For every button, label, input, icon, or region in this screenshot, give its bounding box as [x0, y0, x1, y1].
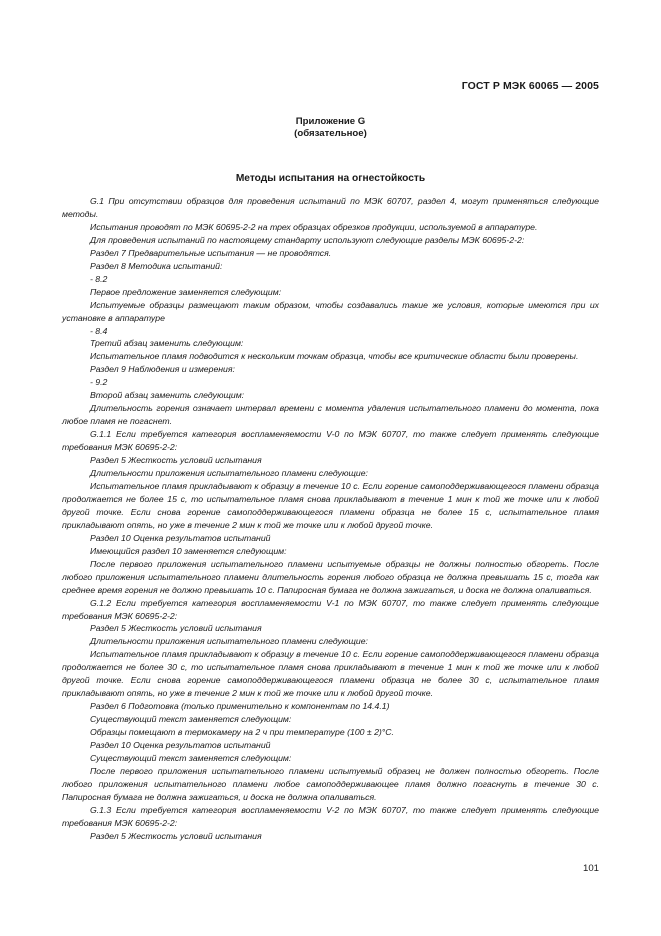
paragraph: После первого приложения испытательного пламени испытуемый образец не должен полностью обгореть. После любого приложения испытательного пламени любое самоподдерживающее пламя должно погаснуть в течение 30 с. Папиросная бумага не должна зажигаться, и доска не должна опаливаться.	[62, 765, 599, 802]
paragraph: Испытательное пламя подводится к нескольким точкам образца, чтобы все критические области были проверены.	[90, 351, 579, 362]
page-number: 101	[582, 863, 599, 874]
paragraph: Испытуемые образцы размещают таким образом, чтобы создавались такие же условия, которые имеются при их установке в аппаратуре	[62, 299, 599, 323]
paragraph: Имеющийся раздел 10 заменяется следующим:	[90, 545, 287, 556]
paragraph: G.1.2 Если требуется категория воспламеняемости V-1 по МЭК 60707, то также следует применять следующие требования МЭК 60695-2-2:	[62, 597, 599, 621]
annex-status: (обязательное)	[294, 128, 367, 139]
section-title: Методы испытания на огнестойкость	[235, 173, 426, 184]
paragraph: Существующий текст заменяется следующим:	[90, 752, 292, 763]
paragraph: Длительности приложения испытательного пламени следующие:	[90, 636, 368, 647]
paragraph: Раздел 9 Наблюдения и измерения:	[90, 364, 235, 375]
paragraph: Раздел 10 Оценка результатов испытаний	[90, 532, 271, 543]
paragraph: Для проведения испытаний по настоящему стандарту используют следующие разделы МЭК 60695-2-2:	[90, 234, 525, 245]
standard-code: ГОСТ Р МЭК 60065 — 2005	[461, 80, 599, 92]
document-body	[62, 195, 599, 843]
annex-title: Приложение G	[295, 116, 366, 127]
paragraph: Второй абзац заменить следующим:	[90, 390, 245, 401]
paragraph: Третий абзац заменить следующим:	[90, 338, 244, 349]
paragraph: - 9.2	[90, 377, 108, 388]
paragraph: Раздел 5 Жесткость условий испытания	[90, 623, 262, 634]
paragraph: Испытания проводят по МЭК 60695-2-2 на трех образцах обрезков продукции, используемой в аппаратуре.	[90, 221, 538, 232]
paragraph: Длительности приложения испытательного пламени следующие:	[90, 468, 368, 479]
paragraph: Раздел 5 Жесткость условий испытания	[90, 830, 262, 841]
paragraph: Образцы помещают в термокамеру на 2 ч при температуре (100 ± 2)°С.	[90, 727, 394, 738]
paragraph: G.1 При отсутствии образцов для проведения испытаний по МЭК 60707, раздел 4, могут применяться следующие методы.	[62, 196, 599, 219]
paragraph: - 8.2	[90, 273, 108, 284]
paragraph: Раздел 7 Предварительные испытания — не проводятся.	[90, 247, 332, 258]
paragraph: Раздел 5 Жесткость условий испытания	[90, 455, 262, 466]
paragraph: Испытательное пламя прикладывают к образцу в течение 10 с. Если горение самоподдерживающегося пламени образца продолжается не более 30 с, то испытательное пламя снова прикладывают в течение 1 мин к той же точке или к любой другой точке. Если снова горение самоподдерживающегося пламени образца не более 30 с, испытательное пламя прикладывают опять, но уже в течение 2 мин к той же точке или к любой другой точке.	[62, 649, 599, 699]
paragraph: Раздел 8 Методика испытаний:	[90, 260, 223, 271]
paragraph: Раздел 10 Оценка результатов испытаний	[90, 740, 271, 751]
paragraph: Первое предложение заменяется следующим:	[90, 286, 282, 297]
annex-heading	[0, 116, 661, 140]
paragraph: - 8.4	[90, 325, 108, 336]
paragraph: Длительность горения означает интервал времени с момента удаления испытательного пламени до момента, пока любое пламя не погаснет.	[62, 403, 599, 427]
paragraph: G.1.1 Если требуется категория воспламеняемости V-0 по МЭК 60707, то также следует применять следующие требования МЭК 60695-2-2:	[62, 429, 599, 453]
paragraph: Существующий текст заменяется следующим:	[90, 714, 292, 725]
paragraph: Испытательное пламя прикладывают к образцу в течение 10 с. Если горение самоподдерживающегося пламени образца продолжается не более 15 с, то испытательное пламя снова прикладывают в течение 1 мин к той же точке или к любой другой точке. Если снова горение самоподдерживающегося пламени образца не более 15 с, испытательное пламя прикладывают опять, но уже в течение 2 мин к той же точке или к любой другой точке.	[62, 480, 599, 530]
paragraph: После первого приложения испытательного пламени испытуемые образцы не должны полностью обгореть. После любого приложения испытательного пламени длительность горения любого образца не должна превышать 15 с, тогда как среднее время горения не должно превышать 10 с. Папиросная бумага не должна зажигаться, и доска не должна опаливаться.	[62, 558, 599, 595]
paragraph: Раздел 6 Подготовка (только применительно к компонентам по 14.4.1)	[90, 701, 390, 712]
paragraph: G.1.3 Если требуется категория воспламеняемости V-2 по МЭК 60707, то также следует применять следующие требования МЭК 60695-2-2:	[62, 804, 599, 828]
